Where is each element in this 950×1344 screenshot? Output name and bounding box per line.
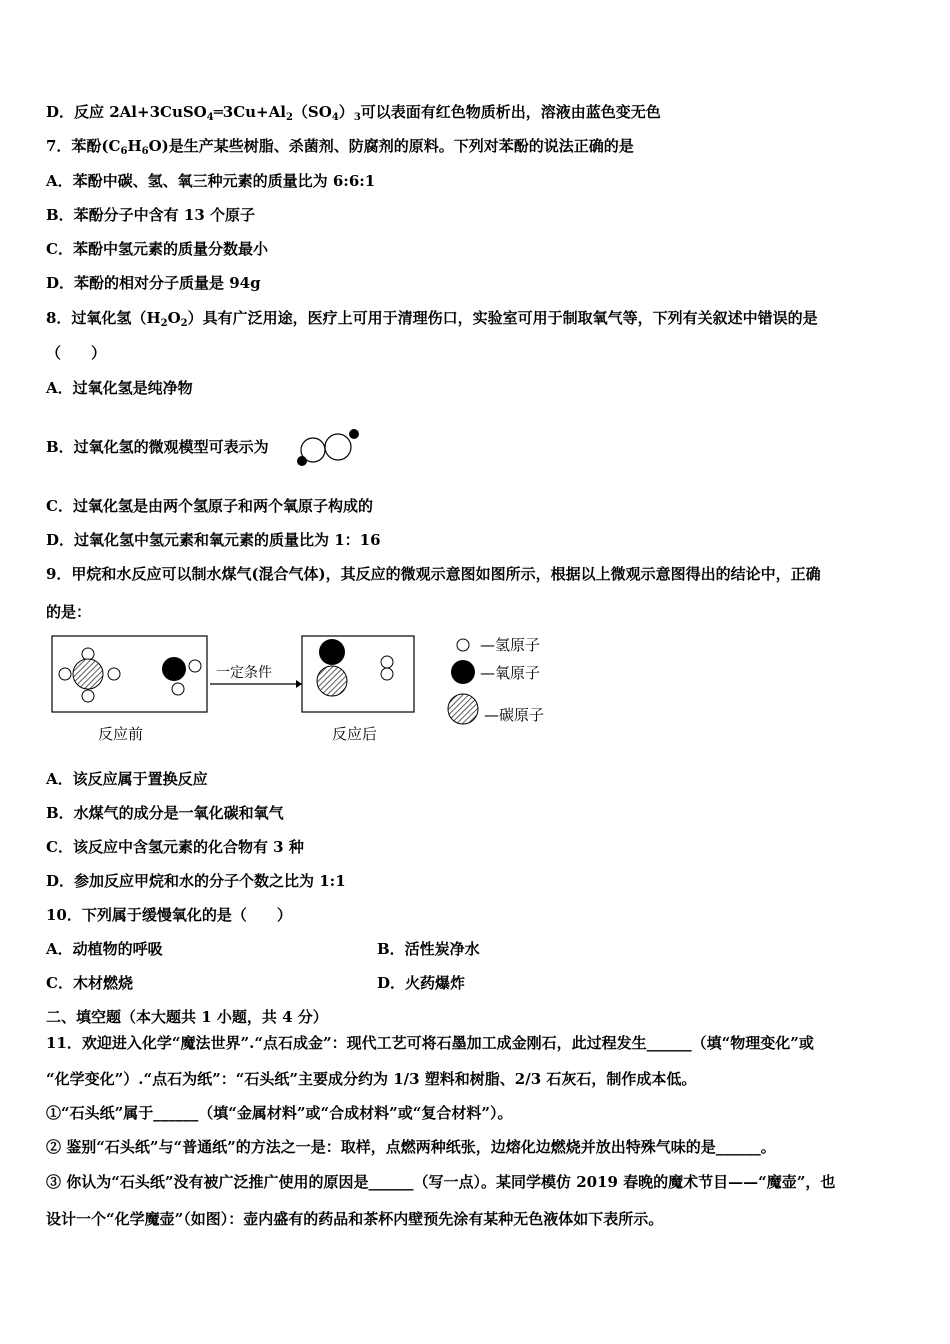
q11-line-1: 11．欢迎进入化学“魔法世界”.“点石成金”：现代工艺可将石墨加工成金刚石，此过程发生______（填“物理变化”或 — [46, 1034, 814, 1052]
after-caption: 反应后 — [332, 725, 378, 743]
before-caption: 反应前 — [98, 725, 144, 743]
q7-option-b: B．苯酚分子中含有 13 个原子 — [46, 206, 255, 224]
q7-stem: 7．苯酚$(C_6H_6O)$是生产某些树脂、杀菌剂、防腐剂的原料。下列对苯酚的说法正确的是 — [46, 137, 634, 157]
q11-line-2: “化学变化”）.“点石为纸”：“石头纸”主要成分约为 1/3 塑料和树脂、2/3 石灰石，制作成本低。 — [46, 1070, 697, 1088]
q10-option-b: B．活性炭净水 — [377, 940, 480, 958]
q8-option-b: B．过氧化氢的微观模型可表示为 — [46, 438, 269, 456]
q7-option-c: C．苯酚中氢元素的质量分数最小 — [46, 240, 268, 258]
q8-option-d: D．过氧化氢中氢元素和氧元素的质量比为 1：16 — [46, 531, 381, 549]
q8-option-a: A．过氧化氢是纯净物 — [46, 379, 193, 397]
q6-option-d: D．反应 $2Al+3CuSO_4═3Cu+Al_2(SO_4)_3$可以表面有红色物质析出，溶液由蓝色变无色 — [46, 103, 661, 123]
q11-line-6: 设计一个“化学魔壶”（如图）：壶内盛有的药品和茶杯内壁预先涂有某种无色液体如下表所示。 — [46, 1210, 664, 1228]
legend-hydrogen: —氢原子 — [480, 636, 541, 654]
condition-label: 一定条件 — [216, 665, 272, 681]
q9-option-c: C．该反应中含氢元素的化合物有 3 种 — [46, 838, 304, 856]
q7-option-a: A．苯酚中碳、氢、氧三种元素的质量比为 6:6:1 — [46, 172, 376, 190]
q10-stem: 10．下列属于缓慢氧化的是（ ） — [46, 906, 292, 924]
q9-stem-cont: 的是： — [46, 603, 92, 621]
q9-stem: 9．甲烷和水反应可以制水煤气(混合气体)，其反应的微观示意图如图所示，根据以上微观示意图得出的结论中，正确 — [46, 565, 821, 583]
q11-line-4: ② 鉴别“石头纸”与“普通纸”的方法之一是：取样，点燃两种纸张，边熔化边燃烧并放出特殊气味的是______。 — [46, 1138, 776, 1156]
q8-option-c: C．过氧化氢是由两个氢原子和两个氧原子构成的 — [46, 497, 373, 515]
q10-option-a: A．动植物的呼吸 — [46, 940, 163, 958]
q11-line-5: ③ 你认为“石头纸”没有被广泛推广使用的原因是______（写一点）。某同学模仿 2019 春晚的魔术节目——“魔壶”，也 — [46, 1173, 836, 1191]
q11-line-3: ①“石头纸”属于______（填“金属材料”或“合成材料”或“复合材料”）。 — [46, 1104, 513, 1122]
legend-carbon: —碳原子 — [484, 706, 545, 724]
q10-option-d: D．火药爆炸 — [377, 974, 466, 992]
q9-option-b: B．水煤气的成分是一氧化碳和氧气 — [46, 804, 284, 822]
q8-stem: 8．过氧化氢$(H_2O_2)$具有广泛用途，医疗上可用于清理伤口，实验室可用于制取氧气等，下列有关叙述中错误的是 — [46, 309, 818, 329]
reaction-diagram — [50, 632, 580, 750]
legend-oxygen: —氧原子 — [480, 664, 541, 682]
q8-paren: （ ） — [46, 344, 107, 362]
section-two-heading: 二、填空题（本大题共 1 小题，共 4 分） — [46, 1008, 328, 1026]
q7-option-d: D．苯酚的相对分子质量是 94g — [46, 274, 261, 292]
q9-option-d: D．参加反应甲烷和水的分子个数之比为 1:1 — [46, 872, 346, 890]
h2o2-model-image — [296, 428, 362, 470]
q9-option-a: A．该反应属于置换反应 — [46, 770, 208, 788]
q10-option-c: C．木材燃烧 — [46, 974, 133, 992]
